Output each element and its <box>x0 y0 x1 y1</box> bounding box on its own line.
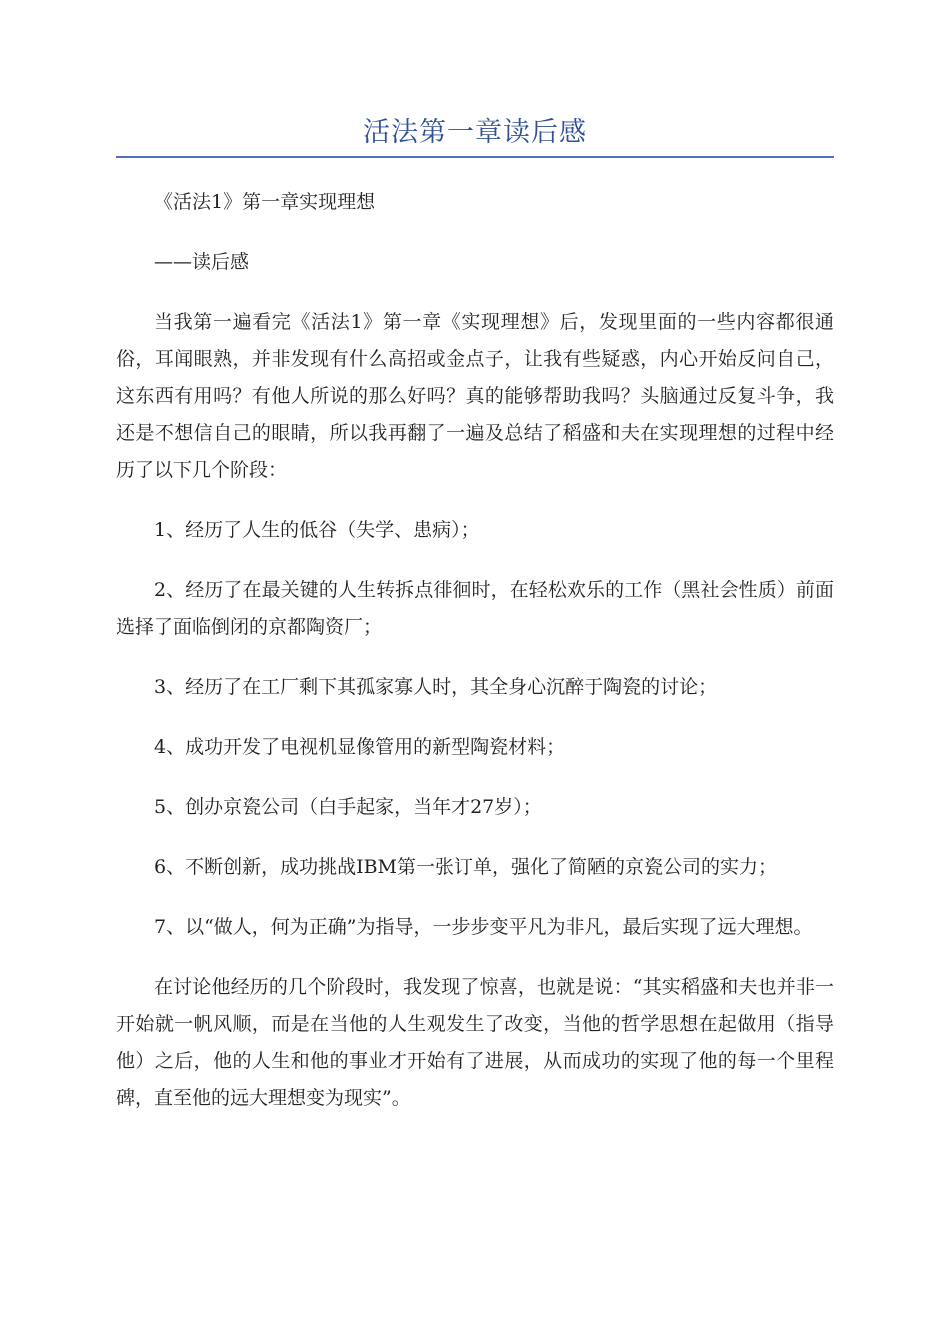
list-item-stage-6: 6、不断创新，成功挑战IBM第一张订单，强化了简陋的京瓷公司的实力； <box>154 856 778 878</box>
list-item-stage-2: 2、经历了在最关键的人生转拆点徘徊时，在轻松欢乐的工作（黑社会性质）前面选择了面临倒闭的京都陶资厂； <box>116 579 834 638</box>
paragraph-intro: 当我第一遍看完《活法1》第一章《实现理想》后，发现里面的一些内容都很通俗，耳闻眼熟，并非发现有什么高招或金点子，让我有些疑惑，内心开始反问自己，这东西有用吗？有他人所说的那么好吗？真的能够帮助我吗？头脑通过反复斗争，我还是不想信自己的眼睛，所以我再翻了一遍及总结了稻盛和夫在实现理想的过程中经历了以下几个阶段： <box>116 311 834 481</box>
list-item-stage-7: 7、以“做人，何为正确”为指导，一步步变平凡为非凡，最后实现了远大理想。 <box>154 916 813 938</box>
list-item-stage-1: 1、经历了人生的低谷（失学、患病）； <box>154 519 480 541</box>
paragraph-conclusion: 在讨论他经历的几个阶段时，我发现了惊喜，也就是说：“其实稻盛和夫也并非一开始就一帆风顺，而是在当他的人生观发生了改变，当他的哲学思想在起做用（指导他）之后，他的人生和他的事业才开始有了进展，从而成功的实现了他的每一个里程碑，直至他的远大理想变为现实”。 <box>116 976 834 1109</box>
list-item-stage-5: 5、创办京瓷公司（白手起家，当年才27岁）； <box>154 796 542 818</box>
list-item-stage-3: 3、经历了在工厂剩下其孤家寡人时，其全身心沉醉于陶瓷的讨论； <box>154 676 718 698</box>
document-title: 活法第一章读后感 <box>363 117 587 148</box>
title-underline <box>116 156 834 158</box>
list-item-stage-4: 4、成功开发了电视机显像管用的新型陶瓷材料； <box>154 736 566 758</box>
paragraph-book-chapter: 《活法1》第一章实现理想 <box>154 191 376 213</box>
paragraph-subtitle: ——读后感 <box>154 251 250 273</box>
